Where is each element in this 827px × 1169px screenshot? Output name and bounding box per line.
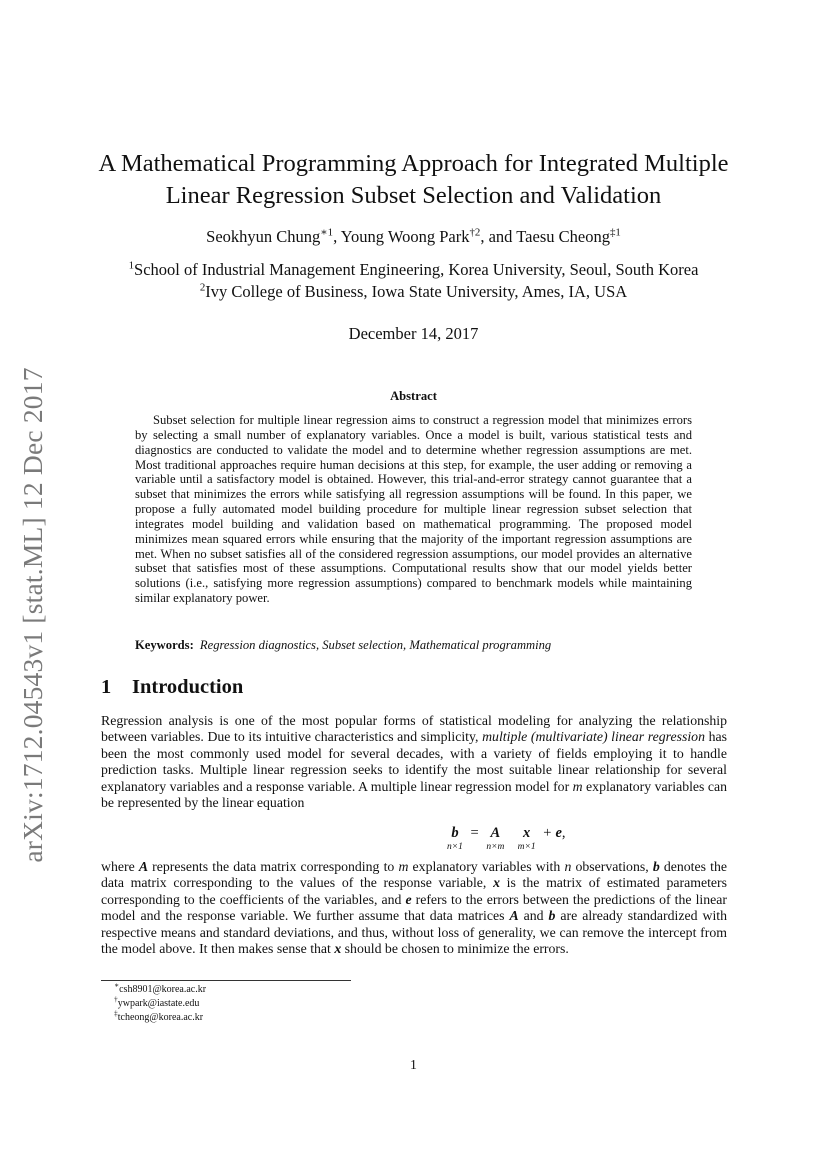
footnotes [114, 980, 207, 1026]
affiliation-1 [80, 259, 747, 281]
text-run: is the matrix of estimated parameters corresponding to the coefficients of the variables, and [101, 875, 727, 907]
text-run: are already standardized with respective means and standard deviations, and thus, without loss of generality, we can remove the intercept from the model above. It then makes sense that [101, 908, 728, 957]
author-mark: †2 [469, 226, 481, 239]
matrix-symbol: x [334, 941, 342, 957]
author-list: Seokhyun Chung$^{∗1}$, Young Woong Park$^{\dagger 2}$, and Taesu Cheong$^{\ddagger 1}$ [206, 226, 621, 246]
eq-symbol: x [523, 825, 531, 841]
affiliation-mark: 1 [128, 259, 135, 272]
author-name: and Taesu Cheong [488, 227, 610, 246]
footnote-mark: † [114, 994, 118, 1004]
text-run: denotes the data matrix corresponding to the values of the response variable, [101, 859, 727, 891]
eq-term-x [518, 825, 536, 853]
paper-title [80, 148, 747, 212]
footnote-mark: ∗ [114, 980, 120, 990]
eq-operator: = [470, 825, 479, 841]
footnote-email: ywpark@iastate.edu [117, 998, 200, 1010]
arxiv-watermark [10, 357, 55, 872]
text-run: explanatory variables with [408, 859, 565, 874]
abstract-heading: Abstract [390, 389, 437, 403]
math-var: m [398, 859, 409, 874]
affiliations [80, 259, 747, 303]
affiliation-text: School of Industrial Management Engineering, Korea University, Seoul, South Korea [134, 260, 699, 279]
eq-symbol: e [555, 825, 562, 841]
text-run: where [101, 859, 139, 874]
affiliation-text: Ivy College of Business, Iowa State University, Ames, IA, USA [205, 282, 628, 301]
text-run: and [518, 908, 549, 924]
arxiv-identifier: arXiv:1712.04543v1 [stat.ML] 12 Dec 2017 [16, 366, 48, 863]
eq-term-b [447, 825, 463, 853]
intro-paragraph-2 [101, 859, 727, 958]
matrix-symbol: b [548, 908, 556, 924]
intro-paragraph-1 [101, 713, 727, 812]
keywords [135, 638, 692, 653]
footnote-email: tcheong@korea.ac.kr [117, 1012, 204, 1024]
footnote-mark: ‡ [114, 1009, 118, 1019]
text-run: represents the data matrix corresponding to [148, 859, 399, 874]
eq-term-A [486, 825, 504, 853]
text-run: refers to the errors between the predictions of the linear model and the response variable. We further assume that data matrices [101, 891, 727, 924]
matrix-symbol: x [493, 875, 500, 891]
text-run: Regression analysis is one of the most popular forms of statistical modeling for analyzing the relationship between variables. Due to its intuitive characteristics and simplicity, [101, 713, 727, 745]
abstract-text: Subset selection for multiple linear regression aims to construct a regression model that minimizes errors by selecting a small number of explanatory variables. Once a model is built, various statistical tests and diagnostics are conducted to validate the model and to determine whether regression assumptions are met. Most traditional approaches require human decisions at this step, for example, the user adding or removing a variable until a satisfactory model is obtained. However, this trial-and-error strategy cannot guarantee that a subset that minimizes the errors while satisfying all regression assumptions will be found. In this paper, we propose a fully automated model building procedure for multiple linear regression subset selection that integrates model building and validation based on mathematical programming. The proposed model minimizes mean squared errors while ensuring that the majority of the important regression assumptions are met. When no subset satisfies all of the considered regression assumptions, our model provides an alternative subset that satisfies most of these assumptions. Computational results show that our model yields better solutions (i.e., satisfying more regression assumptions) compared to benchmark models while maintaining similar explanatory power. [135, 413, 692, 606]
keywords-label: Keywords: [135, 638, 194, 652]
footnote-email: csh8901@korea.ac.kr [119, 984, 207, 995]
footnote-rule [101, 980, 351, 981]
section-heading [101, 676, 243, 699]
footnote-2 [114, 994, 206, 1011]
author-mark: ‡1 [609, 226, 621, 239]
eq-subscript: m×1 [517, 842, 536, 852]
eq-subscript: n×m [486, 842, 505, 852]
matrix-symbol: e [405, 891, 412, 907]
matrix-symbol: A [509, 908, 519, 924]
text-run: should be chosen to minimize the errors. [341, 941, 569, 957]
author-name: Seokhyun Chung [206, 227, 321, 246]
eq-symbol: A [490, 825, 501, 841]
matrix-symbol: b [652, 859, 660, 874]
regression-equation [101, 825, 727, 857]
text-run: explanatory variables can be represented by the linear equation [101, 778, 728, 811]
affiliation-2 [80, 281, 747, 303]
footnote-1 [114, 980, 207, 997]
paper-date: December 14, 2017 [348, 324, 479, 343]
eq-punct: , [561, 825, 566, 841]
title-line-1: A Mathematical Programming Approach for Integrated Multiple [98, 150, 729, 177]
eq-symbol: b [451, 825, 459, 841]
emphasis: multiple (multivariate) linear regression [482, 729, 705, 745]
text-run: has been the most commonly used model for several decades, with a variety of fields employing it to handle prediction tasks. Multiple linear regression seeks to identify the most suitable linear relationship for several explanatory variables and a response variable. A multiple linear regression model for [101, 729, 727, 794]
section-number: 1 [101, 676, 112, 698]
author-mark: ∗1 [320, 226, 334, 239]
eq-subscript: n×1 [447, 842, 463, 852]
text-run: observations, [571, 859, 653, 874]
author-name: Young Woong Park [340, 227, 470, 246]
matrix-symbol: A [138, 859, 149, 874]
title-line-2: Linear Regression Subset Selection and Validation [165, 182, 662, 209]
math-var: n [564, 859, 572, 874]
eq-operator: + [543, 825, 552, 841]
affiliation-mark: 2 [199, 281, 206, 294]
footnote-3 [114, 1011, 206, 1025]
page-number: 1 [410, 1057, 417, 1072]
math-var: m [572, 778, 583, 794]
section-title: Introduction [132, 676, 244, 698]
keywords-list: Regression diagnostics, Subset selection, Mathematical programming [199, 638, 552, 652]
